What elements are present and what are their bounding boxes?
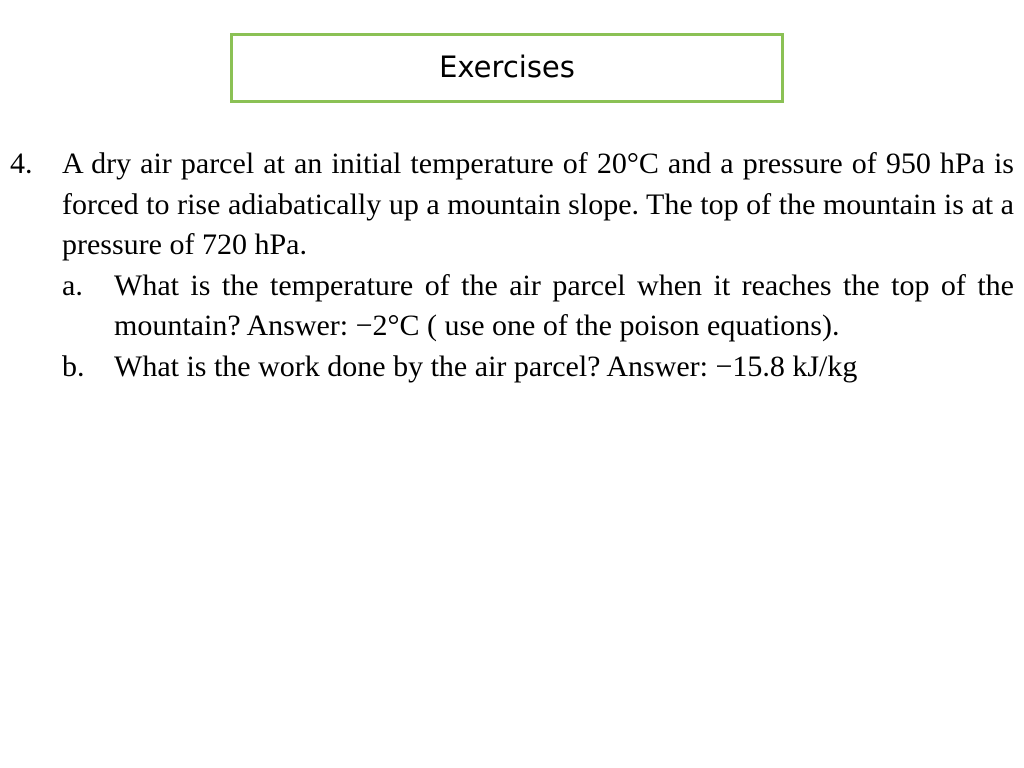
sub-question-label: b. [62, 349, 85, 383]
problem-statement: A dry air parcel at an initial temperature of 20°C and a pressure of 950 hPa is forced to rise adiabatically up a mountain slope. The top of the mountain is at a pressure of 720 hPa. [62, 147, 1014, 261]
sub-question-text: What is the temperature of the air parcel when it reaches the top of the mountain? Answer: −2°C ( use one of the poison equations). [114, 268, 1014, 342]
sub-question-b [62, 347, 1014, 388]
sub-question-text: What is the work done by the air parcel? Answer: −15.8 kJ/kg [114, 349, 858, 383]
exercise-problem [10, 144, 1014, 387]
problem-item [10, 144, 1014, 387]
slide-title: Exercises [439, 49, 575, 84]
sub-question-label: a. [62, 268, 83, 302]
sub-question-a [62, 266, 1014, 347]
problem-number: 4. [10, 147, 33, 180]
problem-body [62, 144, 1014, 387]
sub-question-list [62, 266, 1014, 388]
title-box [230, 33, 784, 103]
